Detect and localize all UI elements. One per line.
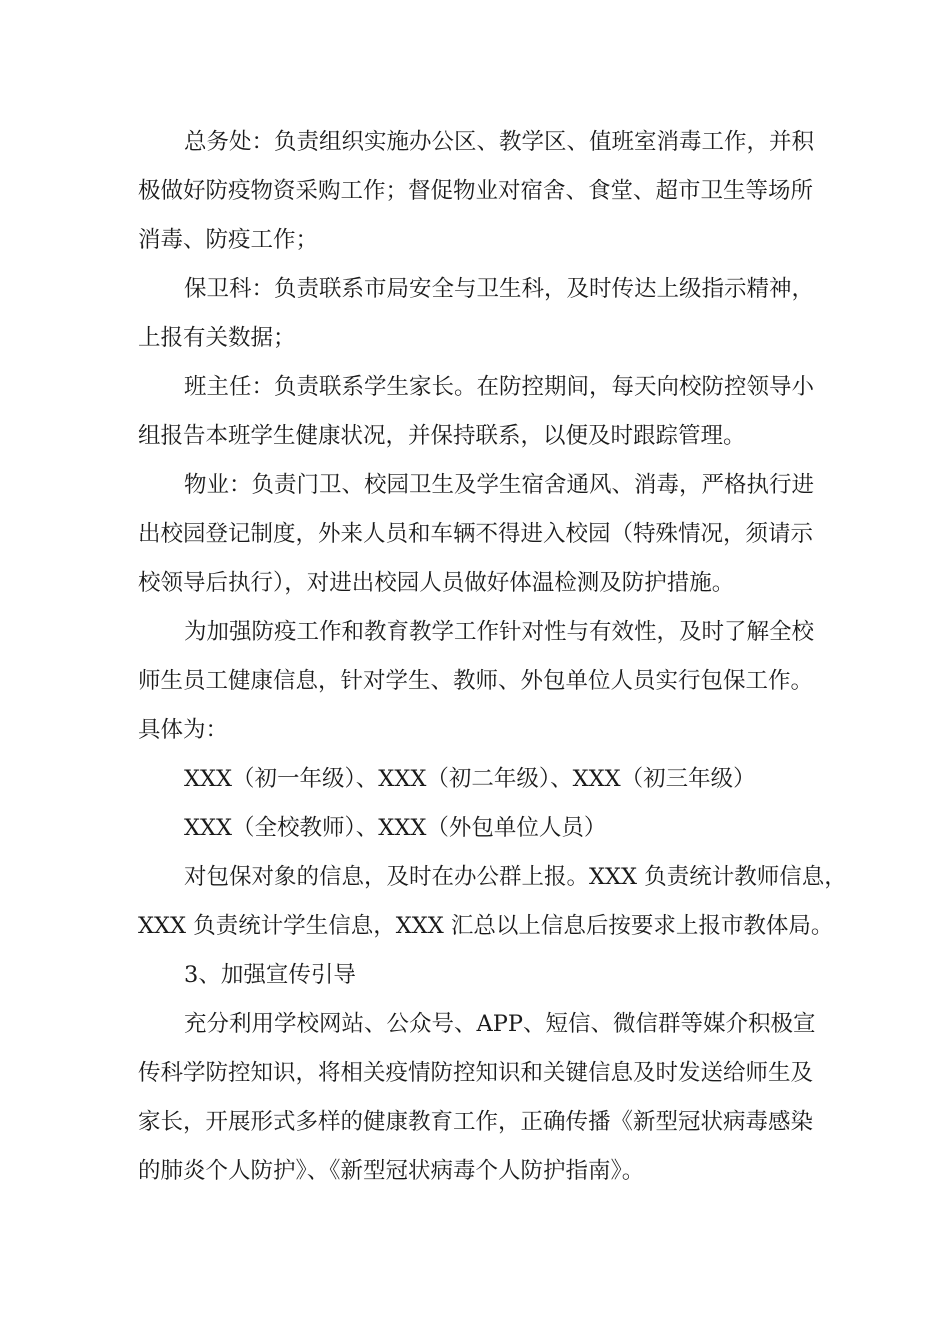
paragraph-general-affairs bbox=[138, 118, 820, 265]
text-line: XXX（全校教师）、XXX（外包单位人员） bbox=[184, 815, 607, 841]
text-line: 总务处：负责组织实施办公区、教学区、值班室消毒工作，并积 bbox=[184, 129, 815, 155]
paragraph-publicity bbox=[138, 1000, 820, 1196]
document-body bbox=[138, 118, 847, 1196]
section-heading bbox=[138, 951, 820, 1000]
text-line: 对包保对象的信息，及时在办公群上报。XXX 负责统计教师信息， bbox=[184, 864, 847, 890]
text-line: 物业：负责门卫、校园卫生及学生宿舍通风、消毒，严格执行进 bbox=[184, 472, 815, 498]
text-line: 出校园登记制度，外来人员和车辆不得进入校园（特殊情况，须请示 bbox=[138, 521, 814, 547]
text-line: 消毒、防疫工作； bbox=[138, 227, 319, 253]
text-line: 师生员工健康信息，针对学生、教师、外包单位人员实行包保工作。 bbox=[138, 668, 814, 694]
text-line: 班主任：负责联系学生家长。在防控期间，每天向校防控领导小 bbox=[184, 374, 815, 400]
text-line: XXX（初一年级）、XXX（初二年级）、XXX（初三年级） bbox=[184, 766, 756, 792]
text-line: 为加强防疫工作和教育教学工作针对性与有效性，及时了解全校 bbox=[184, 619, 815, 645]
text-line: 3、加强宣传引导 bbox=[184, 962, 356, 988]
text-line: 具体为： bbox=[138, 717, 229, 743]
text-line: 上报有关数据； bbox=[138, 325, 296, 351]
text-line: 传科学防控知识，将相关疫情防控知识和关键信息及时发送给师生及 bbox=[138, 1060, 814, 1086]
text-line: 家长，开展形式多样的健康教育工作，正确传播《新型冠状病毒感染 bbox=[138, 1109, 814, 1135]
text-line: 组报告本班学生健康状况，并保持联系，以便及时跟踪管理。 bbox=[138, 423, 746, 449]
text-line: 充分利用学校网站、公众号、APP、短信、微信群等媒介积极宣 bbox=[184, 1011, 816, 1037]
paragraph-grade-assignments bbox=[138, 755, 820, 804]
paragraph-health-info bbox=[138, 608, 820, 755]
paragraph-reporting bbox=[138, 853, 847, 951]
paragraph-staff-assignments bbox=[138, 804, 820, 853]
paragraph-security bbox=[138, 265, 820, 363]
text-line: 极做好防疫物资采购工作；督促物业对宿舍、食堂、超市卫生等场所 bbox=[138, 178, 814, 204]
text-line: 的肺炎个人防护》、《新型冠状病毒个人防护指南》。 bbox=[138, 1158, 645, 1184]
text-line: 保卫科：负责联系市局安全与卫生科，及时传达上级指示精神， bbox=[184, 276, 815, 302]
paragraph-property bbox=[138, 461, 820, 608]
text-line: 校领导后执行），对进出校园人员做好体温检测及防护措施。 bbox=[138, 570, 735, 596]
text-line: XXX 负责统计学生信息，XXX 汇总以上信息后按要求上报市教体局。 bbox=[138, 913, 834, 939]
paragraph-class-teacher bbox=[138, 363, 820, 461]
